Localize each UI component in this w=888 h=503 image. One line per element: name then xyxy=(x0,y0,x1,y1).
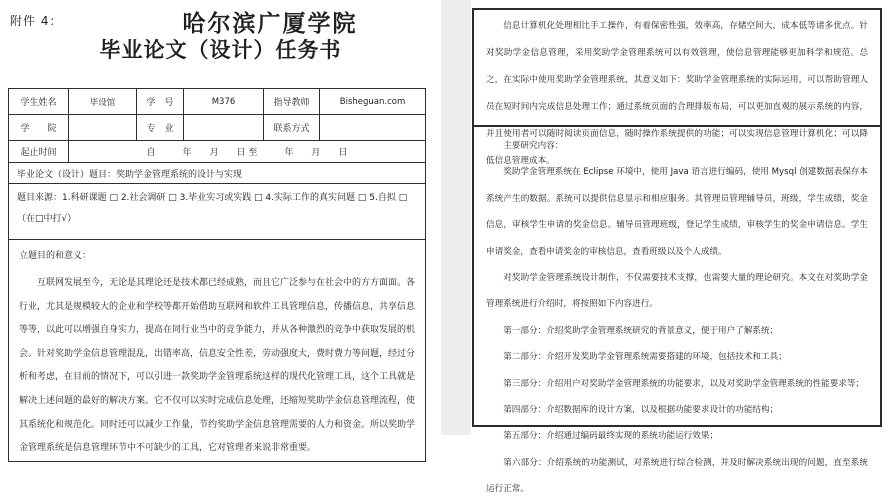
purpose-title: 立题目的和意义： xyxy=(19,251,92,261)
purpose-cell xyxy=(9,240,426,462)
table-row-duration xyxy=(9,141,426,163)
table-row-college xyxy=(9,115,426,141)
thesis-topic-text: 毕业论文（设计）题目：奖助学金管理系统的设计与实现 xyxy=(9,163,426,184)
left-page xyxy=(0,0,441,454)
major-label: 专 业 xyxy=(137,115,184,141)
table-row-topic-source xyxy=(9,184,426,240)
page-gap xyxy=(441,0,471,435)
info-table xyxy=(8,88,426,462)
contact-label: 联系方式 xyxy=(264,115,320,141)
student-name-label: 学生姓名 xyxy=(9,89,69,115)
college-value xyxy=(69,115,137,141)
topic-source-text: 题目来源：1.科研课题 □ 2.社会调研 □ 3.毕业实习或实践 □ 4.实际工作的真实问题 □ 5.自拟 □ （在□中打√） xyxy=(9,184,426,240)
advisor-value: Bisheguan.com xyxy=(320,89,426,115)
contact-value xyxy=(320,115,426,141)
student-id-label: 学 号 xyxy=(137,89,184,115)
continuation-paragraph: 信息计算机化处理相比手工操作，有着保密性强，效率高，存储空间大，成本低等诸多优点。针对奖助学金信息管理，采用奖助学金管理系统可以有效管理，使信息管理能够更加科学和规范。总之，在实际中使用奖助学金管理系统，其意义如下：奖助学金管理系统的实际运用，可以帮助管理人员在短时间内完成信息处理工作；通过系统页面的合理排版布局，可以更加直观的展示系统的内容，并且使用者可以随时阅读页面信息，随时操作系统提供的功能；可以实现信息管理计算机化；可以降低信息管理成本。 xyxy=(486,21,868,166)
document-title: 毕业论文（设计）任务书 xyxy=(99,38,342,62)
purpose-paragraph: 互联网发展至今，无论是其理论还是技术都已经成熟，而且它广泛参与在社会中的方方面面。各行业，尤其是规模较大的企业和学校等都开始借助互联网和软件工具管理信息，传播信息，共享信息等等，以此可以增强自身实力，提高在同行业当中的竞争能力，并从各种激烈的竞争中获取发展的机会。针对奖助学金信息管理混乱，出错率高，信息安全性差，劳动强度大，费时费力等问题，经过分析和考虑，在目前的情况下，可以引进一款奖助学金管理系统这样的现代化管理工具，这个工具就是解决上述问题的最好的解决方案。它不仅可以实时完成信息处理，还缩短奖助学金信息管理流程，使其系统化和规范化。同时还可以减少工作量，节约奖助学金信息管理需要的人力和资金。所以奖助学金管理系统是信息管理环节中不可缺少的工具，它对管理者来说非常重要。 xyxy=(19,278,416,454)
student-id-value: M376 xyxy=(184,89,264,115)
major-value xyxy=(184,115,264,141)
research-title: 主要研究内容： xyxy=(503,141,564,151)
research-part-2: 第二部分：介绍开发奖助学金管理系统需要搭建的环境，包括技术和工具； xyxy=(503,352,787,363)
table-row-purpose xyxy=(9,240,426,462)
research-paragraph-intro: 对奖助学金管理系统设计制作，不仅需要技术支撑，也需要大量的理论研究。本文在对奖助学金管理系统进行介绍时，将按照如下内容进行。 xyxy=(486,273,868,310)
research-part-5: 第五部分：介绍通过编码最终实现的系统功能运行效果； xyxy=(503,431,719,442)
research-content-cell xyxy=(474,127,880,503)
research-part-1: 第一部分：介绍奖助学金管理系统研究的背景意义，便于用户了解系统； xyxy=(503,325,779,336)
college-label: 学 院 xyxy=(9,115,69,141)
duration-value: 自 年 月 日 至 年 月 日 xyxy=(69,141,426,163)
research-part-6: 第六部分：介绍系统的功能测试，对系统进行综合检测，并及时解决系统出现的问题，直至系统运行正常。 xyxy=(486,457,868,495)
table-row-student xyxy=(9,89,426,115)
table-row-topic xyxy=(9,163,426,184)
college-title: 哈尔滨广厦学院 xyxy=(182,11,358,37)
research-part-4: 第四部分：介绍数据库的设计方案，以及根据功能要求设计的功能结构； xyxy=(503,405,779,416)
right-page-box xyxy=(472,8,882,495)
duration-label: 起止时间 xyxy=(9,141,69,163)
student-name-value: 毕设馆 xyxy=(69,89,137,115)
advisor-label: 指导教师 xyxy=(264,89,320,115)
attachment-label: 附件 4： xyxy=(10,14,63,28)
research-part-3: 第三部分：介绍用户对奖助学金管理系统的功能要求，以及对奖助学金管理系统的性能要求等； xyxy=(503,378,865,389)
research-paragraph-overview: 奖助学金管理系统在 Eclipse 环境中，使用 Java 语言进行编码，使用 Mysql 创建数据表保存本系统产生的数据。系统可以提供信息显示和相应服务。其管理员管理辅导员，班级，学生成绩，奖金信息，审核学生申请的奖金信息。辅导员管理班级，登记学生成绩，审核学生的奖金申请信息。学生申请奖金，查看申请奖金的审核信息，查看班级以及个人成绩。 xyxy=(486,167,868,257)
